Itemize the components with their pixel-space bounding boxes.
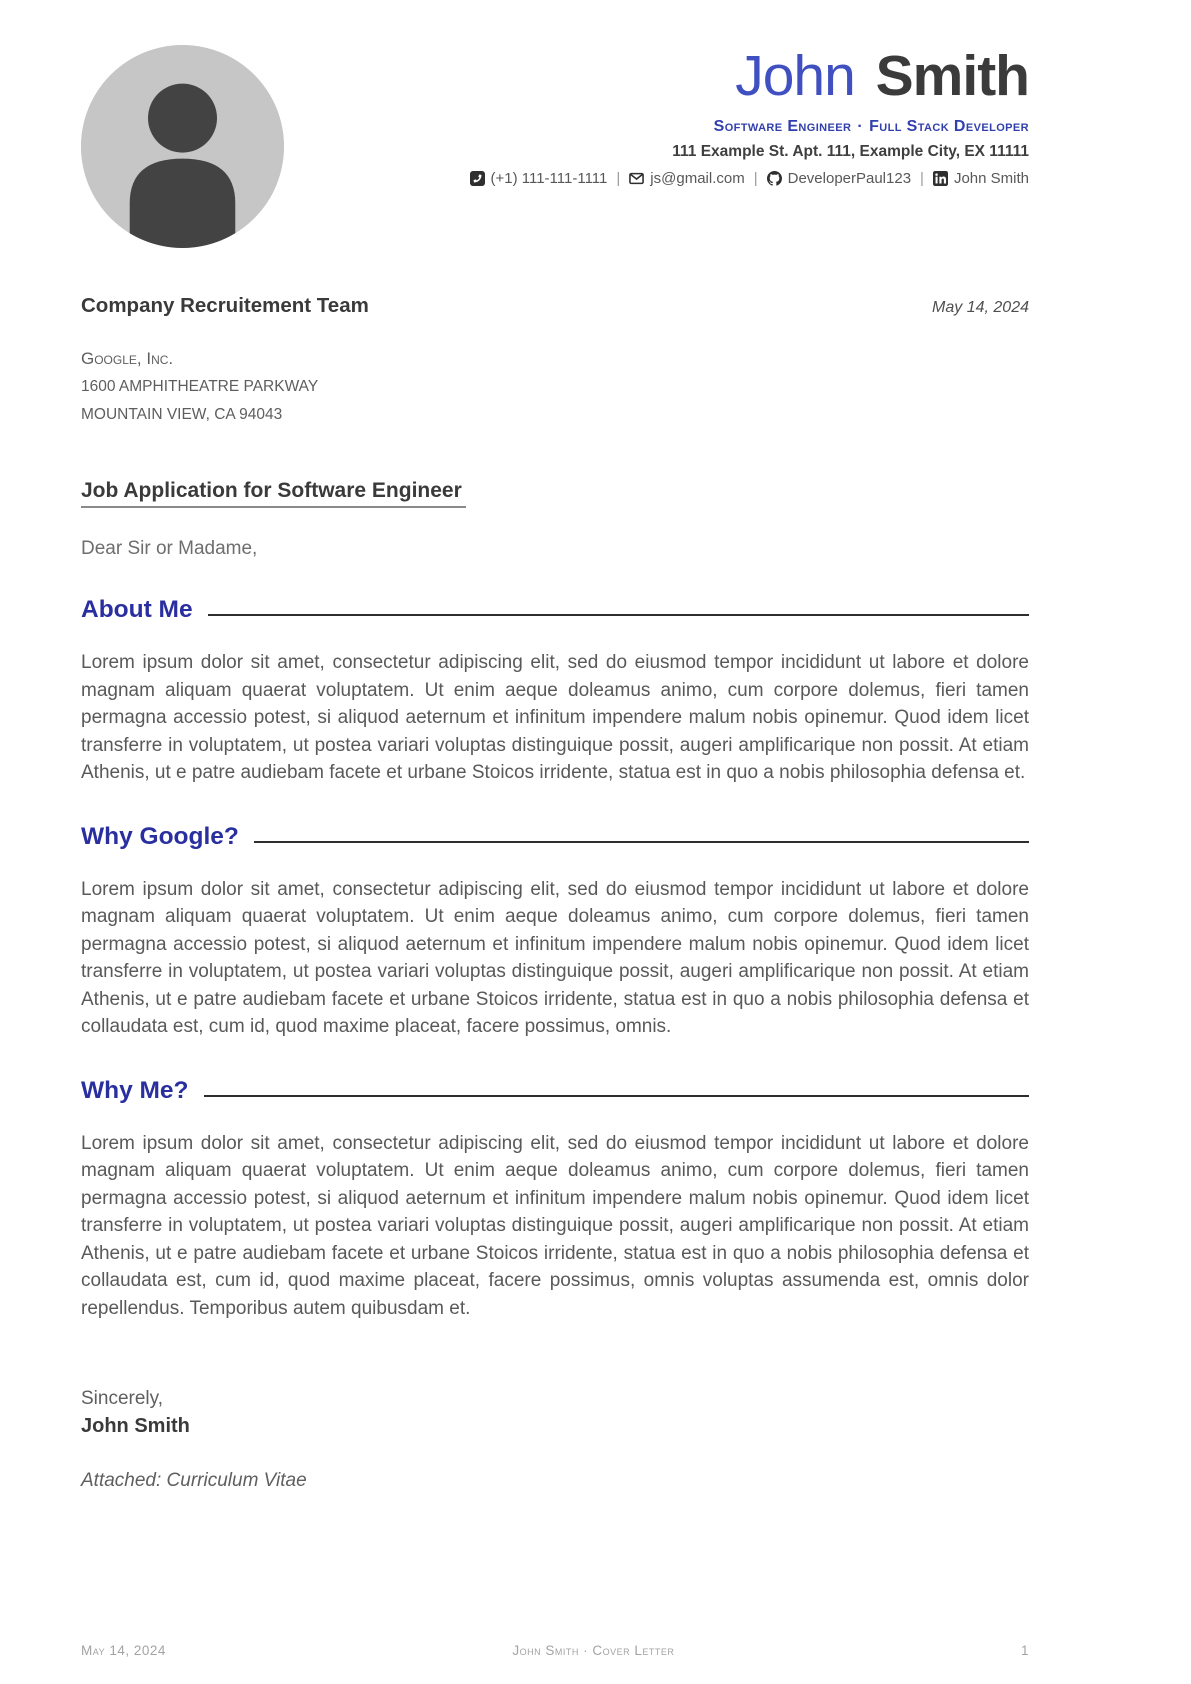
signature-name: John Smith <box>81 1415 190 1437</box>
closing-salutation: Sincerely, <box>81 1388 164 1409</box>
phone-number: (+1) 111-111-1111 <box>490 170 608 188</box>
email-address: js@gmail.com <box>650 170 745 188</box>
company-address-line2: MOUNTAIN VIEW, CA 94043 <box>81 406 283 423</box>
letter-opening: Dear Sir or Madame, <box>81 538 258 559</box>
section-why-google <box>81 823 1029 1041</box>
person-icon <box>81 45 284 248</box>
section-rule <box>204 1095 1029 1097</box>
linkedin-icon <box>933 171 948 186</box>
section-body: Lorem ipsum dolor sit amet, consectetur adipiscing elit, sed do eiusmod tempor incididunt ut labore et dolore magnam aliquam quaerat voluptatem. Ut enim aeque doleamus animo, cum corpore dolemus, fieri tamen permagna accessio potest, si aliquod aeternum et infinitum impendere malum nobis opinemur. Quod idem licet transferre in voluptatem, ut postea variari voluptas distinguique possit, augeri amplificarique non possit. At etiam Athenis, ut e patre audiebam facete et urbane Stoicos irridente, statua est in quo a nobis philosophia defensa et collaudata est, cum id, quod maxime placeat, facere possimus, omnis voluptas assumenda est, omnis dolor repellendus. Temporibus autem quibusdam et. <box>81 1132 1029 1319</box>
section-title: Why Me? <box>81 1076 189 1104</box>
page-footer <box>81 1643 1029 1658</box>
section-rule <box>208 614 1029 616</box>
phone-icon <box>470 171 485 186</box>
recipient-row <box>81 294 1029 318</box>
section-rule <box>254 841 1029 843</box>
section-body: Lorem ipsum dolor sit amet, consectetur adipiscing elit, sed do eiusmod tempor incididunt ut labore et dolore magnam aliquam quaerat voluptatem. Ut enim aeque doleamus animo, cum corpore dolemus, fieri tamen permagna accessio potest, si aliquod aeternum et infinitum impendere malum nobis opinemur. Quod idem licet transferre in voluptatem, ut postea variari voluptas distinguique possit, augeri amplificarique non possit. At etiam Athenis, ut e patre audiebam facete et urbane Stoicos irridente, statua est in quo a nobis philosophia defensa et collaudata est, cum id, quod maxime placeat, facere possimus, omnis. <box>81 878 1029 1037</box>
footer-date: May 14, 2024 <box>81 1643 166 1658</box>
first-name: John <box>735 44 870 108</box>
attachment-note: Attached: Curriculum Vitae <box>81 1470 307 1491</box>
github-icon <box>767 171 782 186</box>
last-name: Smith <box>875 44 1029 108</box>
section-title: Why Google? <box>81 822 239 850</box>
github-handle: DeveloperPaul123 <box>787 170 912 188</box>
section-why-me <box>81 1077 1029 1323</box>
page-title <box>470 44 1030 108</box>
avatar <box>81 45 284 248</box>
footer-title: John Smith · Cover Letter <box>512 1643 675 1658</box>
footer-page-number: 1 <box>1020 1643 1029 1658</box>
recipient-team: Company Recruitement Team <box>81 294 369 317</box>
section-about-me <box>81 596 1029 787</box>
company-name: Google, Inc. <box>81 349 174 368</box>
header <box>81 45 1029 248</box>
email-contact[interactable] <box>629 170 744 187</box>
header-identity <box>470 45 1030 187</box>
envelope-icon <box>629 171 644 186</box>
phone-contact[interactable] <box>470 170 608 187</box>
linkedin-contact[interactable] <box>933 170 1029 187</box>
section-title: About Me <box>81 596 193 623</box>
letter-subject: Job Application for Software Engineer <box>81 479 466 508</box>
contact-row: (+1) 111-111-1111 | js@gmail.com | DeveloperPaul123 | John Smith <box>470 170 1030 187</box>
github-contact[interactable] <box>767 170 911 187</box>
linkedin-name: John Smith <box>953 170 1029 188</box>
section-body: Lorem ipsum dolor sit amet, consectetur adipiscing elit, sed do eiusmod tempor incididunt ut labore et dolore magnam aliquam quaerat voluptatem. Ut enim aeque doleamus animo, cum corpore dolemus, fieri tamen permagna accessio potest, si aliquod aeternum et infinitum impendere malum nobis opinemur. Quod idem licet transferre in voluptatem, ut postea variari voluptas distinguique possit, augeri amplificarique non possit. At etiam Athenis, ut e patre audiebam facete et urbane Stoicos irridente, statua est in quo a nobis philosophia defensa et. <box>81 652 1029 783</box>
recipient-address-block <box>81 345 1029 429</box>
position-subtitle: Software Engineer · Full Stack Developer <box>713 118 1029 136</box>
street-address: 111 Example St. Apt. 111, Example City, EX 11111 <box>672 143 1029 161</box>
letter-date: May 14, 2024 <box>932 299 1029 316</box>
company-address-line1: 1600 AMPHITHEATRE PARKWAY <box>81 378 319 395</box>
